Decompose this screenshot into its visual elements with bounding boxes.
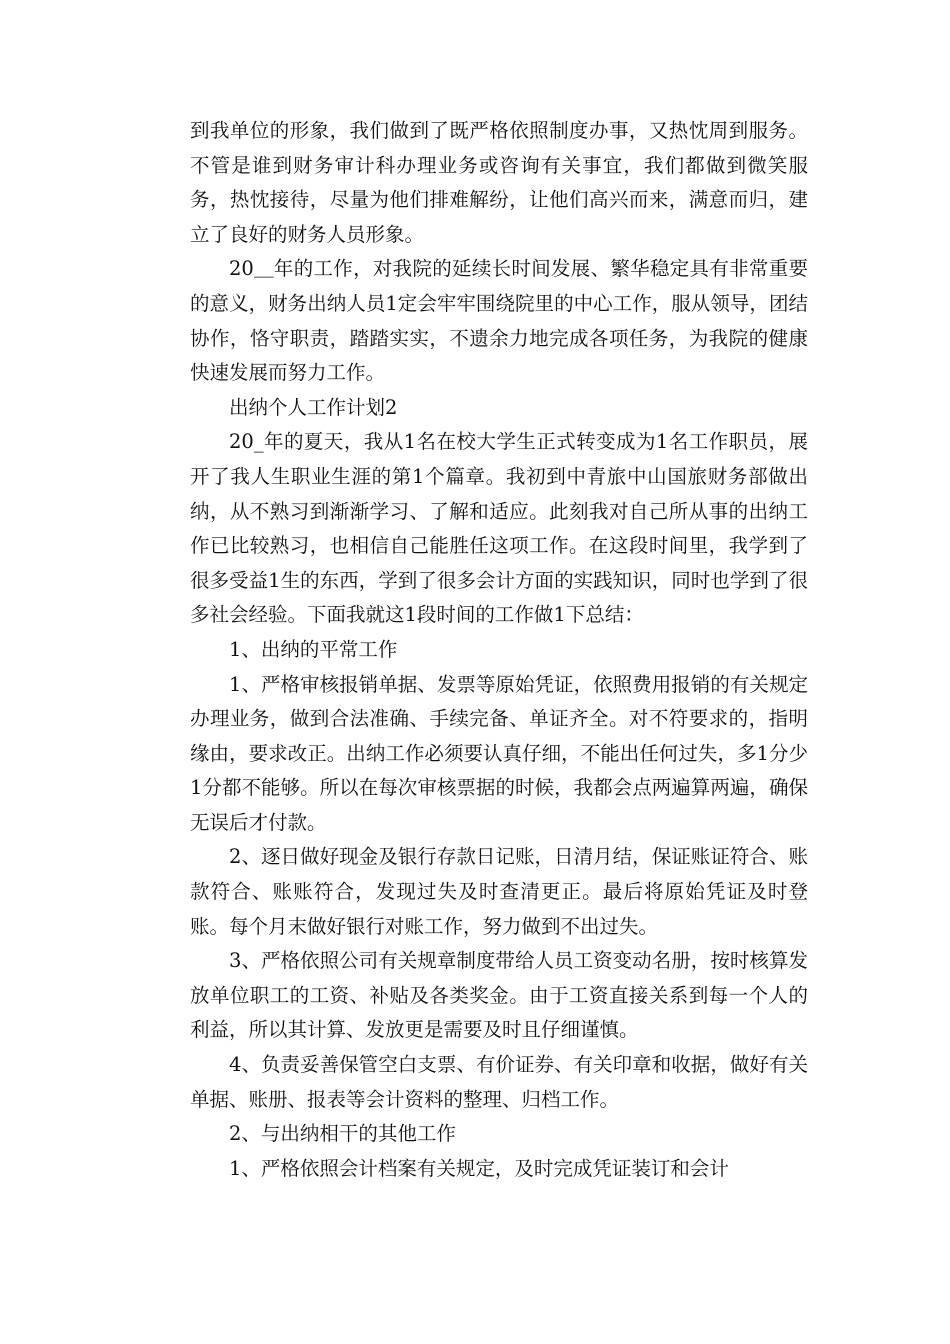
section-heading: 2、与出纳相干的其他工作 — [229, 1122, 456, 1146]
section-heading: 1、出纳的平常工作 — [229, 637, 398, 661]
paragraph: 4、负责妥善保管空白支票、有价证券、有关印章和收据，做好有关单据、账册、报表等会计资料的整理、归档工作。 — [190, 1053, 808, 1111]
paragraph: 2、逐日做好现金及银行存款日记账，日清月结，保证账证符合、账款符合、账账符合，发现过失及时查清更正。最后将原始凭证及时登账。每个月末做好银行对账工作，努力做到不出过失。 — [190, 845, 808, 938]
paragraph: 到我单位的形象，我们做到了既严格依照制度办事，又热忱周到服务。不管是谁到财务审计科办理业务或咨询有关事宜，我们都做到微笑服务，热忱接待，尽量为他们排难解纷，让他们高兴而来，满意而归，建立了良好的财务人员形象。 — [190, 119, 808, 246]
paragraph: 20＿年的工作，对我院的延续长时间发展、繁华稳定具有非常重要的意义，财务出纳人员1定会牢牢围绕院里的中心工作，服从领导，团结协作，恪守职责，踏踏实实，不遗余力地完成各项任务，为我院的健康快速发展而努力工作。 — [190, 257, 808, 385]
paragraph: 1、严格依照会计档案有关规定，及时完成凭证装订和会计 — [229, 1156, 729, 1180]
paragraph: 20_年的夏天，我从1名在校大学生正式转变成为1名工作职员，展开了我人生职业生涯的第1个篇章。我初到中青旅中山国旅财务部做出纳，从不熟习到渐渐学习、了解和适应。此刻我对自己所从事的出纳工作已比较熟习，也相信自己能胜任这项工作。在这段时间里，我学到了很多受益1生的东西，学到了很多会计方面的实践知识，同时也学到了很多社会经验。下面我就这1段时间的工作做1下总结： — [190, 430, 808, 627]
paragraph: 1、严格审核报销单据、发票等原始凭证，依照费用报销的有关规定办理业务，做到合法准确、手续完备、单证齐全。对不符要求的，指明缘由，要求改正。出纳工作必须要认真仔细，不能出任何过失，多1分少1分都不能够。所以在每次审核票据的时候，我都会点两遍算两遍，确保无误后才付款。 — [190, 672, 808, 834]
section-heading: 出纳个人工作计划2 — [229, 395, 398, 419]
document-body — [190, 114, 808, 1186]
paragraph: 3、严格依照公司有关规章制度带给人员工资变动名册，按时核算发放单位职工的工资、补贴及各类奖金。由于工资直接关系到每一个人的利益，所以其计算、发放更是需要及时且仔细谨慎。 — [190, 949, 808, 1042]
